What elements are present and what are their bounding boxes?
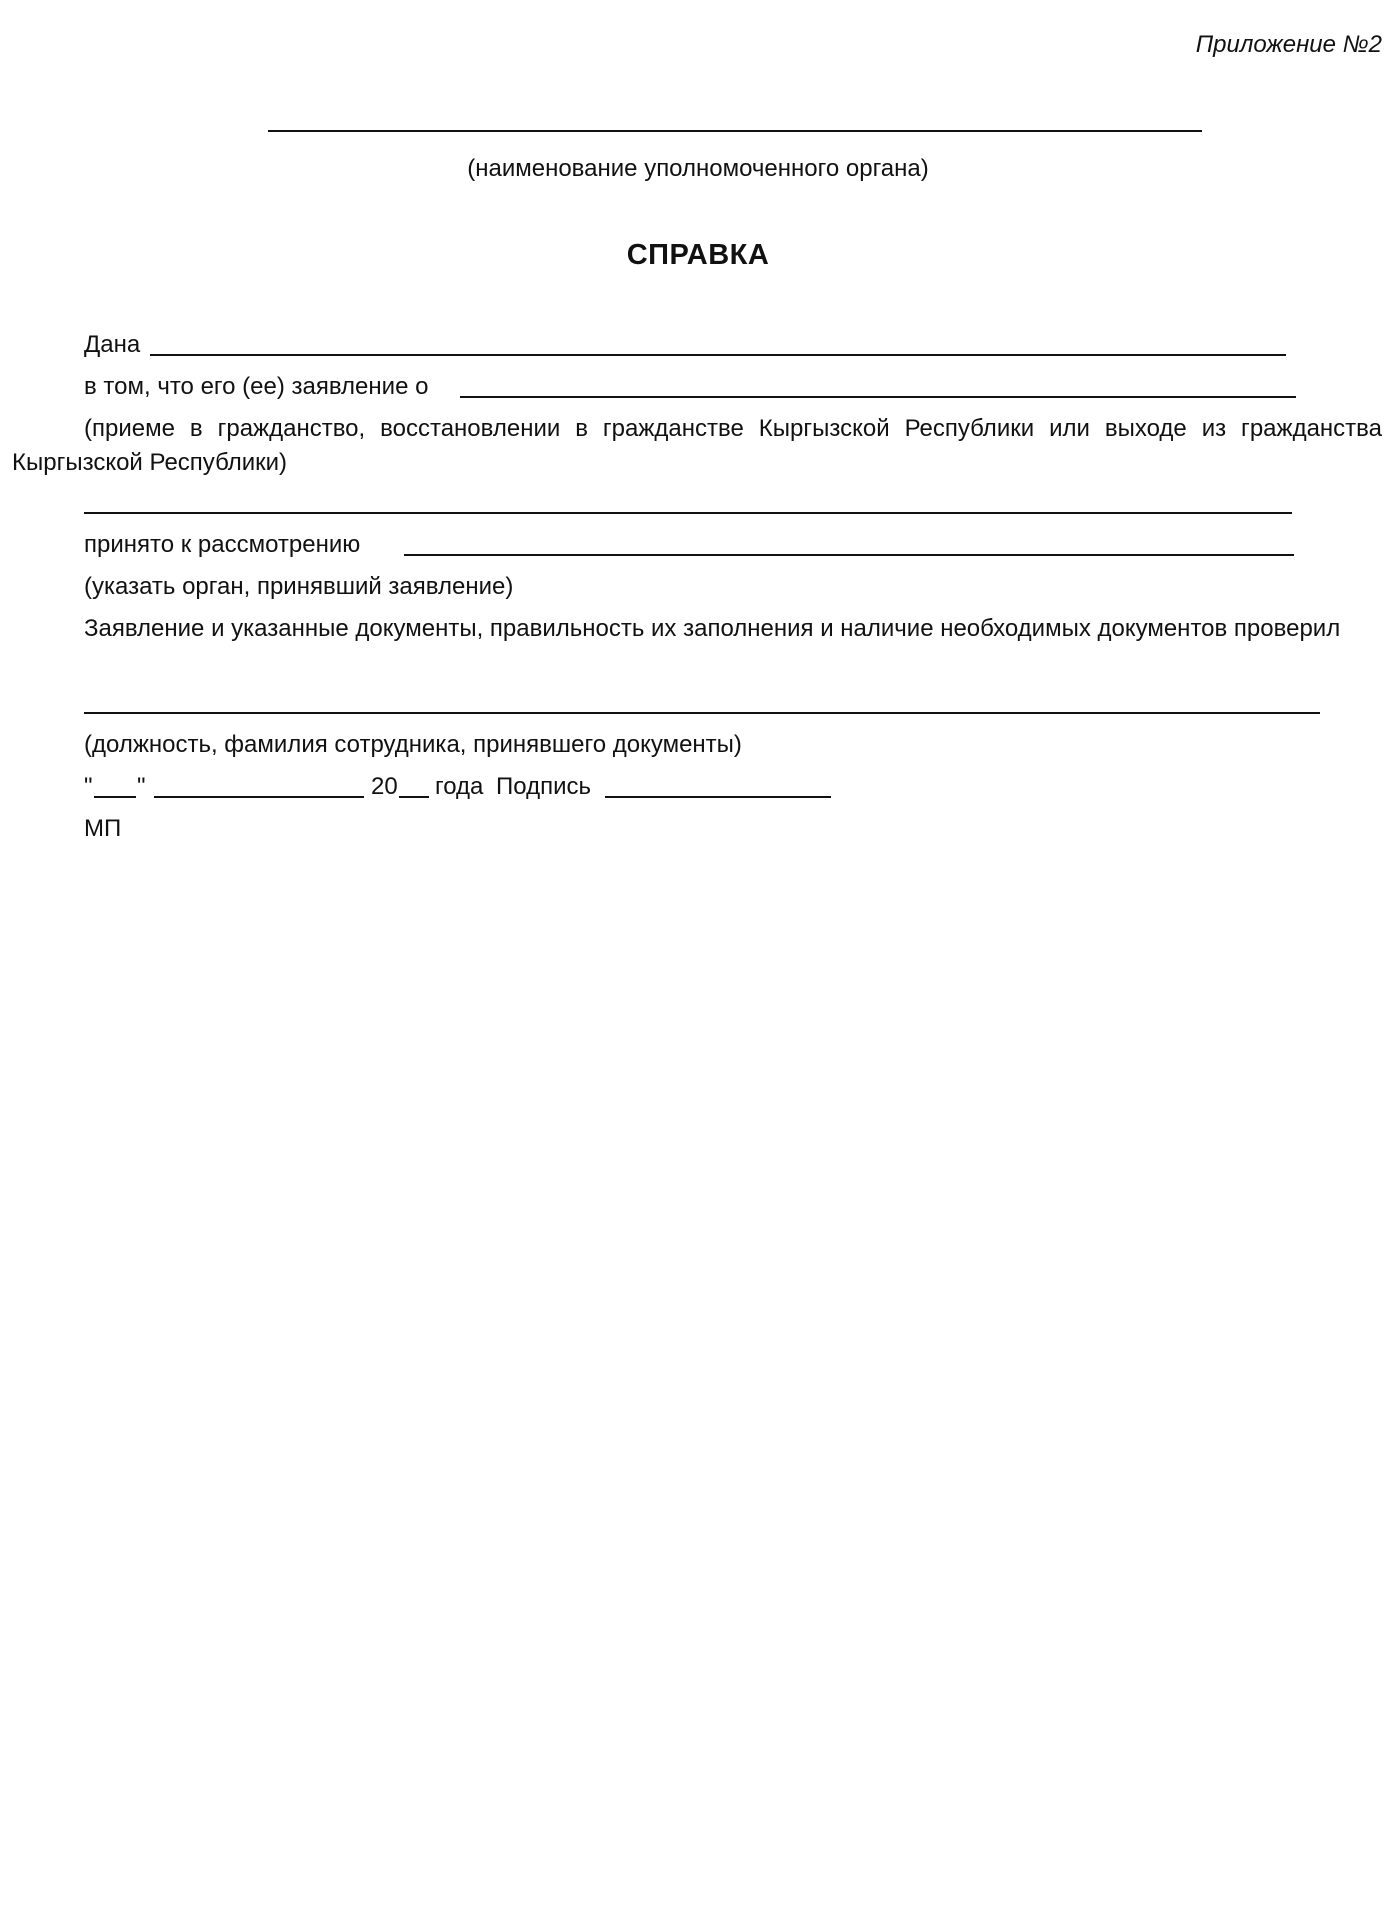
application-type-line — [460, 396, 1296, 398]
year-line — [399, 796, 429, 798]
appendix-label: Приложение №2 — [1195, 31, 1382, 58]
application-note: (приеме в гражданство, восстановлении в гражданстве Кыргызской Республики или выходе из гражданства Кыргызской Республики) — [12, 415, 1382, 476]
signature-label: Подпись — [496, 773, 591, 800]
accepting-organ-line — [404, 554, 1294, 556]
officer-note: (должность, фамилия сотрудника, принявшего документы) — [84, 731, 742, 758]
date-open-quote: " — [84, 773, 93, 800]
year-prefix: 20 — [371, 773, 398, 800]
month-line — [154, 796, 364, 798]
application-continuation-line — [84, 512, 1292, 514]
document-title: СПРАВКА — [626, 239, 770, 271]
authority-caption: (наименование уполномоченного органа) — [467, 155, 929, 182]
day-line — [94, 796, 136, 798]
year-suffix: года — [435, 773, 484, 800]
statement-label: в том, что его (ее) заявление о — [84, 373, 429, 400]
accepted-label: принято к рассмотрению — [84, 531, 361, 558]
authority-name-line — [268, 130, 1202, 132]
officer-line — [84, 712, 1320, 714]
organ-note: (указать орган, принявший заявление) — [84, 573, 514, 600]
verified-text: Заявление и указанные документы, правильность их заполнения и наличие необходимых документов проверил — [84, 615, 1341, 642]
date-close-quote: " — [137, 773, 146, 800]
signature-line — [605, 796, 831, 798]
given-label: Дана — [84, 331, 141, 358]
stamp-label: МП — [84, 815, 122, 842]
given-to-line — [150, 354, 1286, 356]
